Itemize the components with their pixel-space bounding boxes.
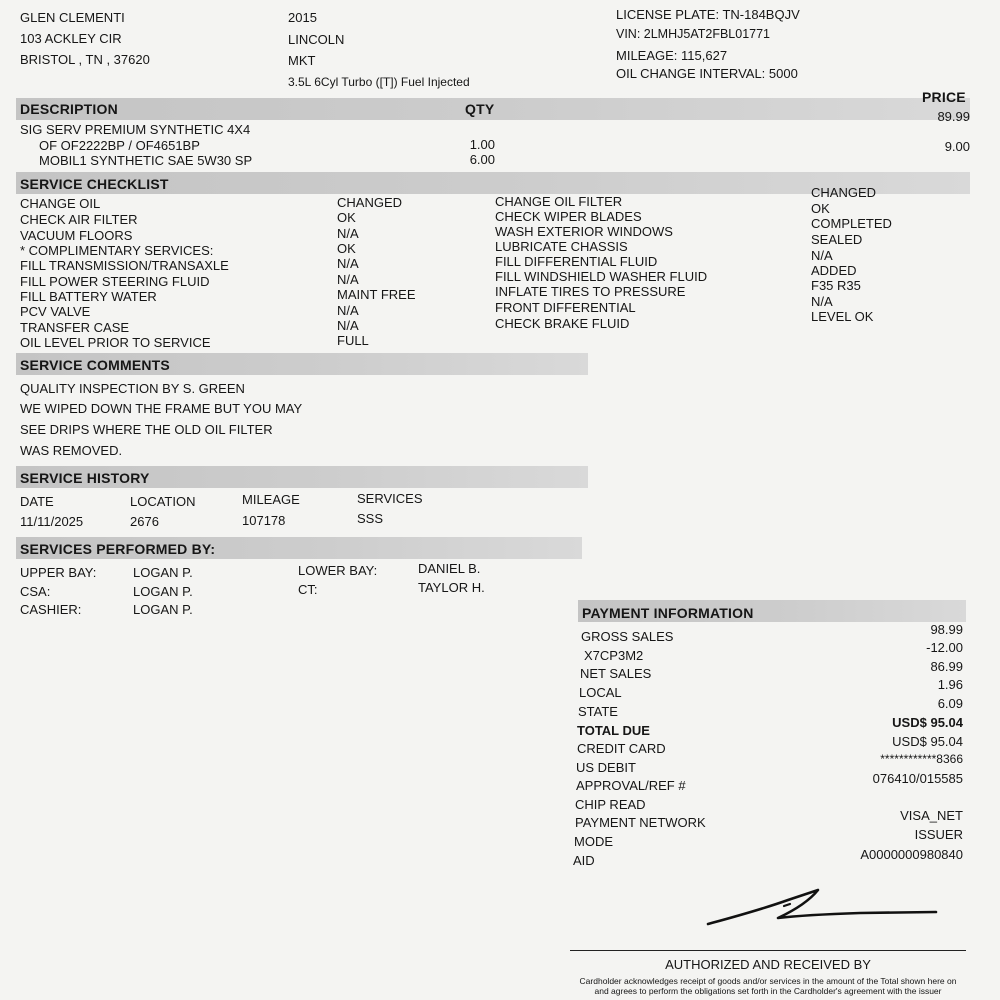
cardholder-disclaimer: and agrees to perform the obligations set forth in the Cardholder's agreement with the issuer (594, 986, 942, 996)
checklist-label: VACUUM FLOORS (20, 228, 133, 243)
lower-bay-label: LOWER BAY: (298, 563, 378, 578)
checklist-value: LEVEL OK (811, 309, 874, 324)
csa-label: CSA: (20, 584, 51, 599)
payment-value: VISA_NET (900, 808, 963, 823)
upper-bay-tech: LOGAN P. (133, 565, 193, 580)
history-cell: 107178 (242, 513, 286, 528)
ct-tech: TAYLOR H. (418, 580, 485, 595)
checklist-value: CHANGED (337, 195, 403, 210)
checklist-label: FILL BATTERY WATER (20, 289, 157, 304)
history-cell: 2676 (130, 514, 159, 529)
comment-line: WAS REMOVED. (20, 443, 123, 458)
payment-value: USD$ 95.04 (892, 715, 963, 730)
checklist-label: CHECK AIR FILTER (20, 212, 138, 227)
history-col-header: SERVICES (357, 491, 423, 506)
payment-label: PAYMENT NETWORK (575, 815, 706, 830)
history-cell: 11/11/2025 (20, 514, 84, 529)
oil-change-interval: OIL CHANGE INTERVAL: 5000 (616, 66, 798, 81)
history-col-header: MILEAGE (242, 492, 300, 507)
vehicle-model: MKT (288, 53, 316, 68)
license-plate: LICENSE PLATE: TN-184BQJV (616, 7, 800, 22)
checklist-label: INFLATE TIRES TO PRESSURE (495, 284, 686, 299)
history-col-header: LOCATION (130, 494, 196, 509)
cashier-label: CASHIER: (20, 602, 82, 617)
line-item-qty: 6.00 (469, 152, 495, 167)
checklist-value: F35 R35 (811, 278, 861, 293)
payment-value: ************8366 (880, 752, 963, 766)
payment-label: CREDIT CARD (577, 741, 666, 756)
checklist-label: FRONT DIFFERENTIAL (495, 300, 636, 315)
vehicle-engine: 3.5L 6Cyl Turbo ([T]) Fuel Injected (288, 75, 470, 89)
comment-line: QUALITY INSPECTION BY S. GREEN (20, 381, 245, 396)
payment-value: A0000000980840 (860, 847, 963, 862)
payment-label: CHIP READ (575, 797, 646, 812)
payment-label: MODE (574, 834, 613, 849)
checklist-label: LUBRICATE CHASSIS (495, 239, 628, 254)
checklist-label: CHANGE OIL (20, 196, 101, 211)
history-col-header: DATE (20, 494, 54, 509)
checklist-value: MAINT FREE (337, 287, 416, 302)
checklist-label: * COMPLIMENTARY SERVICES: (20, 243, 214, 258)
payment-value: -12.00 (926, 640, 963, 655)
checklist-value: OK (337, 241, 356, 256)
payment-label: NET SALES (580, 666, 652, 681)
mileage: MILEAGE: 115,627 (616, 48, 728, 63)
checklist-label: FILL WINDSHIELD WASHER FLUID (495, 269, 708, 284)
payment-label: GROSS SALES (581, 629, 674, 644)
lower-bay-tech: DANIEL B. (418, 561, 481, 576)
checklist-label: OIL LEVEL PRIOR TO SERVICE (20, 335, 211, 350)
checklist-label: PCV VALVE (20, 304, 91, 319)
comments-title: SERVICE COMMENTS (20, 357, 170, 373)
csa-tech: LOGAN P. (133, 584, 193, 599)
line-item-desc: OF OF2222BP / OF4651BP (39, 138, 200, 153)
checklist-value: ADDED (811, 263, 857, 278)
checklist-title: SERVICE CHECKLIST (20, 176, 169, 192)
checklist-value: N/A (337, 226, 359, 241)
vehicle-year: 2015 (288, 10, 317, 25)
customer-street: 103 ACKLEY CIR (20, 31, 122, 46)
cardholder-disclaimer: Cardholder acknowledges receipt of goods and/or services in the amount of the Total shown here on (579, 976, 957, 986)
checklist-label: FILL DIFFERENTIAL FLUID (495, 254, 658, 269)
checklist-label: CHANGE OIL FILTER (495, 194, 623, 209)
payment-value: 98.99 (930, 622, 963, 637)
checklist-value: N/A (337, 303, 359, 318)
payment-value: 1.96 (937, 677, 963, 692)
payment-value: ISSUER (914, 827, 963, 842)
checklist-label: CHECK WIPER BLADES (495, 209, 642, 224)
payment-title: PAYMENT INFORMATION (582, 605, 754, 621)
checklist-value: N/A (811, 248, 833, 263)
performed-title: SERVICES PERFORMED BY: (20, 541, 216, 557)
checklist-value: CHANGED (811, 185, 877, 200)
line-item-qty: 1.00 (469, 137, 495, 152)
qty-header: QTY (465, 101, 495, 117)
comment-line: WE WIPED DOWN THE FRAME BUT YOU MAY (20, 401, 303, 416)
payment-label: US DEBIT (576, 760, 636, 775)
checklist-label: CHECK BRAKE FLUID (495, 316, 630, 331)
authorized-caption: AUTHORIZED AND RECEIVED BY (665, 957, 871, 972)
checklist-value: OK (337, 210, 356, 225)
ct-label: CT: (298, 582, 318, 597)
payment-value: 6.09 (937, 696, 963, 711)
history-title: SERVICE HISTORY (20, 470, 150, 486)
price-header: PRICE (922, 89, 966, 105)
description-header: DESCRIPTION (20, 101, 118, 117)
payment-label: TOTAL DUE (577, 723, 650, 738)
checklist-label: FILL TRANSMISSION/TRANSAXLE (20, 258, 229, 273)
checklist-value: N/A (337, 318, 359, 333)
vin: VIN: 2LMHJ5AT2FBL01771 (616, 27, 771, 41)
payment-value: USD$ 95.04 (892, 734, 963, 749)
payment-value: 076410/015585 (872, 771, 963, 786)
payment-value: 86.99 (930, 659, 963, 674)
signature-image (700, 880, 950, 930)
payment-label: AID (573, 853, 595, 868)
payment-label: LOCAL (579, 685, 622, 700)
checklist-label: FILL POWER STEERING FLUID (20, 274, 210, 289)
checklist-value: FULL (337, 333, 369, 348)
line-item-price: 89.99 (937, 109, 970, 124)
line-item-desc: SIG SERV PREMIUM SYNTHETIC 4X4 (20, 122, 251, 137)
signature-line (570, 950, 966, 951)
checklist-value: OK (811, 201, 830, 216)
line-item-price: 9.00 (944, 139, 970, 154)
cashier-tech: LOGAN P. (133, 602, 193, 617)
upper-bay-label: UPPER BAY: (20, 565, 97, 580)
vehicle-make: LINCOLN (288, 32, 345, 47)
customer-city: BRISTOL , TN , 37620 (20, 52, 150, 67)
payment-label: X7CP3M2 (584, 648, 644, 663)
payment-label: STATE (578, 704, 618, 719)
payment-label: APPROVAL/REF # (576, 778, 686, 793)
checklist-value: N/A (337, 256, 359, 271)
checklist-value: N/A (337, 272, 359, 287)
checklist-value: N/A (811, 294, 833, 309)
checklist-label: WASH EXTERIOR WINDOWS (495, 224, 673, 239)
history-cell: SSS (357, 511, 384, 526)
checklist-value: SEALED (811, 232, 863, 247)
checklist-label: TRANSFER CASE (20, 320, 130, 335)
checklist-value: COMPLETED (811, 216, 892, 231)
customer-name: GLEN CLEMENTI (20, 10, 125, 25)
line-item-desc: MOBIL1 SYNTHETIC SAE 5W30 SP (39, 153, 253, 168)
comment-line: SEE DRIPS WHERE THE OLD OIL FILTER (20, 422, 273, 437)
